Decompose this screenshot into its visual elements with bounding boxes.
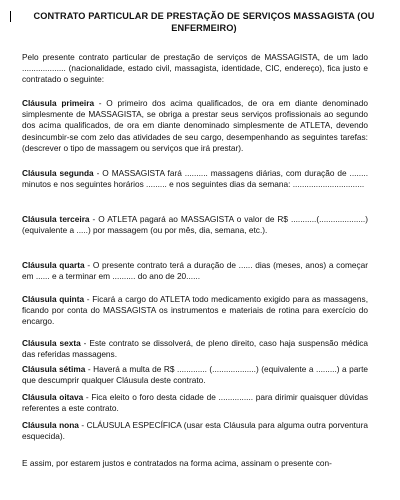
- clause-7: [22, 364, 368, 386]
- clause-6-text: - Este contrato se dissolverá, de pleno direito, caso haja suspensão médica das referidas massagens.: [22, 338, 368, 360]
- document-title: CONTRATO PARTICULAR DE PRESTAÇÃO DE SERVIÇOS MASSAGISTA (OU ENFERMEIRO): [33, 11, 375, 33]
- clause-4-label: Cláusula quarta: [22, 260, 85, 270]
- clause-4: [22, 260, 368, 282]
- intro-paragraph: Pelo presente contrato particular de prestação de serviços de MASSAGISTA, de um lado ................... (nacionalidade, estado civil, massagista, identidade, CIC, endereço), fica justo e contratado o seguinte:: [22, 52, 368, 85]
- clause-2-text: - O MASSAGISTA fará .......... massagens diárias, com duração de ........ minutos e nos seguintes horários ......... e nos seguintes dias da semana: ...............................: [22, 168, 368, 190]
- clause-3: [22, 214, 368, 236]
- clause-1: [22, 98, 368, 154]
- clause-7-text: - Haverá a multa de R$ ............. (...................) (equivalente a .........) a parte que descumprir qualquer Cláusula deste contrato.: [22, 364, 368, 386]
- clause-9-text: - CLÁUSULA ESPECÍFICA (usar esta Cláusula para alguma outra porventura esquecida).: [22, 420, 368, 442]
- clause-7-label: Cláusula sétima: [22, 364, 86, 374]
- text-cursor: [10, 11, 11, 22]
- clause-8-label: Cláusula oitava: [22, 392, 84, 402]
- clause-1-text: - O primeiro dos acima qualificados, de ora em diante denominado simplesmente de MASSAGISTA, se obriga a prestar seus serviços profissionais ao segundo dos acima qualificados, de ora em diante denominado simplesmente de ATLETA, devendo desincumbir-se com zelo das atividades de seu cargo, desempenhando as seguintes tarefas: (descrever o tipo de massagem ou serviços que irá prestar).: [22, 98, 368, 153]
- clause-6-label: Cláusula sexta: [22, 338, 81, 348]
- clause-5: [22, 294, 368, 328]
- clause-4-text: - O presente contrato terá a duração de ...... dias (meses, anos) a começar em ...... e a terminar em .......... do ano de 20......: [22, 260, 368, 282]
- clause-5-text: - Ficará a cargo do ATLETA todo medicamento exigido para as massagens, ficando por conta do MASSAGISTA os instrumentos e materiais de rotina para exercício do encargo.: [22, 294, 368, 327]
- clause-8-text: - Fica eleito o foro desta cidade de ............... para dirimir quaisquer dúvidas referentes a este contrato.: [22, 392, 368, 414]
- clause-2: [22, 168, 368, 190]
- clause-6: [22, 338, 368, 360]
- closing-paragraph: E assim, por estarem justos e contratados na forma acima, assinam o presente con-: [22, 458, 332, 468]
- clause-2-label: Cláusula segunda: [22, 168, 94, 178]
- clause-9: [22, 420, 368, 442]
- clause-9-label: Cláusula nona: [22, 420, 79, 430]
- clause-8: [22, 392, 368, 414]
- clause-5-label: Cláusula quinta: [22, 294, 85, 304]
- clause-3-label: Cláusula terceira: [22, 214, 90, 224]
- clause-3-text: - O ATLETA pagará ao MASSAGISTA o valor de R$ ...........(....................) (equivalente a .....) por massagem (ou por mês, dia, semana, etc.).: [22, 214, 368, 236]
- clause-1-label: Cláusula primeira: [22, 98, 95, 108]
